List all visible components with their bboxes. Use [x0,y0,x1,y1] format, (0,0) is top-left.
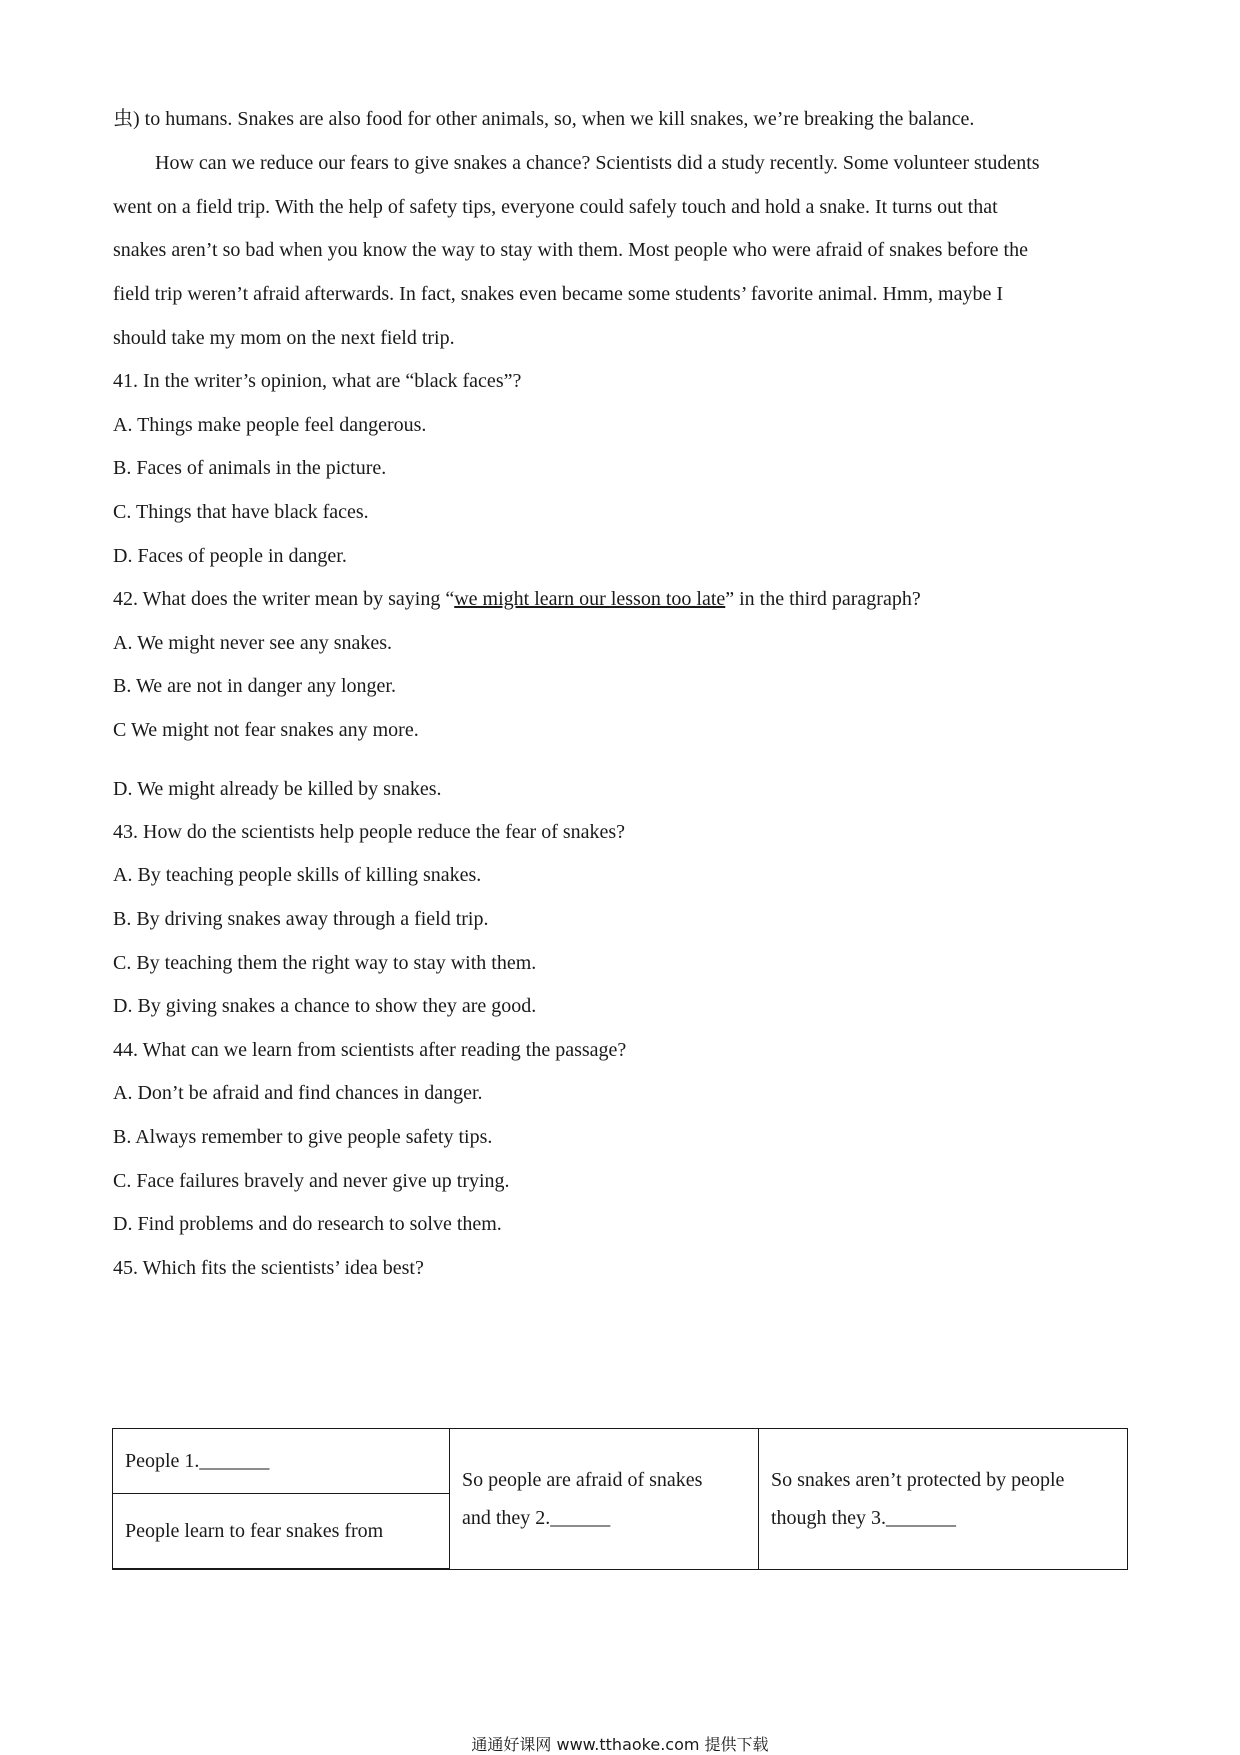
passage-line: should take my mom on the next field trip. [113,327,455,349]
question-44-stem: 44. What can we learn from scientists after reading the passage? [113,1039,627,1061]
answer-table [112,1428,1128,1570]
table-cell-2-line-1: So people are afraid of snakes [462,1468,703,1491]
option-42-d: D. We might already be killed by snakes. [113,778,442,800]
option-44-c: C. Face failures bravely and never give up trying. [113,1170,510,1192]
question-41-stem: 41. In the writer’s opinion, what are “black faces”? [113,370,522,392]
option-41-c: C. Things that have black faces. [113,501,369,523]
option-43-c: C. By teaching them the right way to stay with them. [113,952,537,974]
option-42-a: A. We might never see any snakes. [113,632,393,654]
passage-line: went on a field trip. With the help of safety tips, everyone could safely touch and hold a snake. It turns out that [113,196,998,218]
question-43-stem: 43. How do the scientists help people reduce the fear of snakes? [113,821,626,843]
option-42-c: C We might not fear snakes any more. [113,719,419,741]
question-42-quote: we might learn our lesson too late [454,588,726,610]
page-footer: 通通好课网 www.tthaoke.com 提供下载 [471,1735,769,1754]
question-42-stem-pre: 42. What does the writer mean by saying “ [113,588,455,610]
table-cell-1-bottom: People learn to fear snakes from [113,1494,450,1570]
option-44-d: D. Find problems and do research to solve them. [113,1213,502,1235]
option-41-d: D. Faces of people in danger. [113,545,347,567]
option-42-b: B. We are not in danger any longer. [113,675,396,697]
question-45-stem: 45. Which fits the scientists’ idea best? [113,1257,424,1279]
table-cell-3-line-1: So snakes aren’t protected by people [771,1468,1065,1491]
table-cell-2-line-2: and they 2.______ [462,1506,611,1529]
table-cell-2 [450,1429,759,1570]
option-41-a: A. Things make people feel dangerous. [113,414,427,436]
passage-line: snakes aren’t so bad when you know the way to stay with them. Most people who were afraid of snakes before the [113,239,1028,261]
option-43-d: D. By giving snakes a chance to show they are good. [113,995,537,1017]
passage-line: How can we reduce our fears to give snakes a chance? Scientists did a study recently. Some volunteer students [155,152,1040,174]
passage-line: 虫) to humans. Snakes are also food for other animals, so, when we kill snakes, we’re breaking the balance. [113,108,975,130]
table-cell-1-top: People 1._______ [113,1429,450,1494]
question-42-stem [113,586,921,612]
option-43-b: B. By driving snakes away through a field trip. [113,908,489,930]
option-44-b: B. Always remember to give people safety tips. [113,1126,493,1148]
table-cell-3 [759,1429,1128,1570]
option-44-a: A. Don’t be afraid and find chances in danger. [113,1082,483,1104]
table-cell-3-line-2: though they 3._______ [771,1506,956,1529]
question-42-stem-post: ” in the third paragraph? [725,588,921,610]
passage-line: field trip weren’t afraid afterwards. In fact, snakes even became some students’ favorite animal. Hmm, maybe I [113,283,1004,305]
option-41-b: B. Faces of animals in the picture. [113,457,387,479]
option-43-a: A. By teaching people skills of killing snakes. [113,864,482,886]
